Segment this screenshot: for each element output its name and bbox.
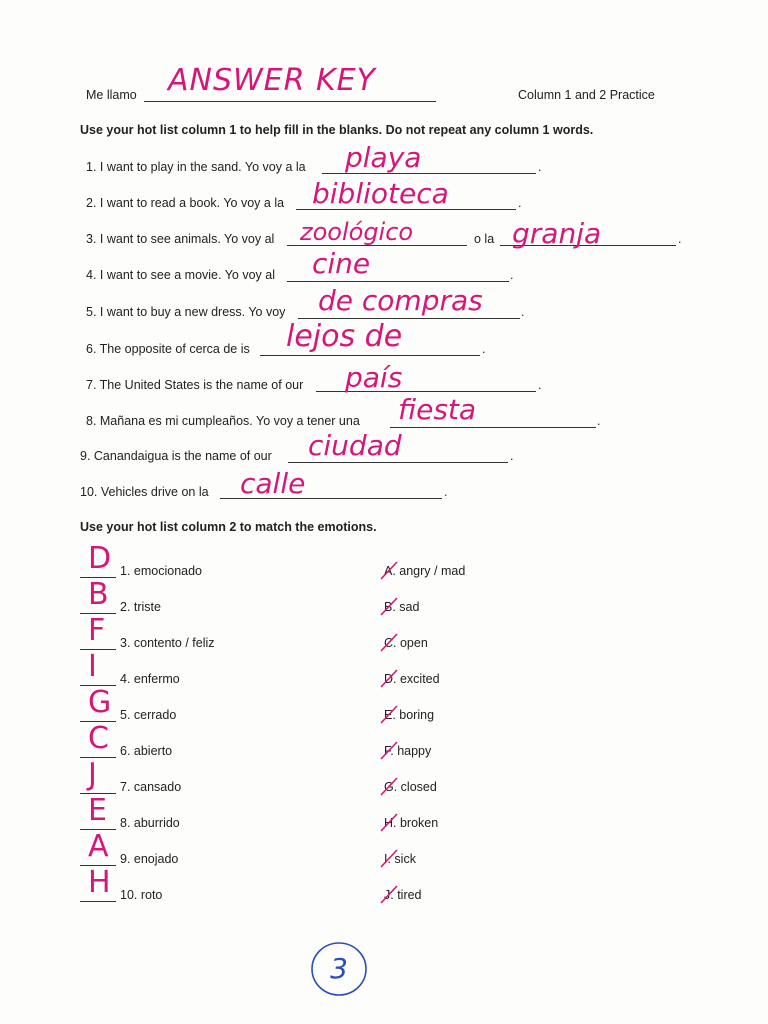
item-2-end: . — [518, 196, 522, 210]
crossed-out-mark-icon — [378, 704, 400, 726]
item-8-end: . — [597, 414, 601, 428]
match-emotion-label: 5. cerrado — [120, 708, 177, 722]
match-answer: J — [88, 757, 97, 792]
match-emotion-label: 9. enojado — [120, 852, 179, 866]
match-answer: H — [88, 865, 111, 900]
match-blank — [80, 757, 116, 758]
item-3-end: . — [678, 232, 682, 246]
match-blank — [80, 649, 116, 650]
item-2-prompt: 2. I want to read a book. Yo voy a la — [86, 196, 285, 210]
section2-instruction: Use your hot list column 2 to match the emotions. — [80, 520, 377, 534]
match-blank — [80, 901, 116, 902]
item-3-middle: o la — [474, 232, 495, 246]
page-title: Column 1 and 2 Practice — [518, 88, 655, 102]
match-option: G. closed — [384, 780, 437, 794]
match-emotion-label: 6. abierto — [120, 744, 173, 758]
match-option: D. excited — [384, 672, 440, 686]
name-answer: ANSWER KEY — [168, 63, 376, 98]
score-value: 3 — [330, 952, 348, 985]
crossed-out-mark-icon — [378, 596, 400, 618]
name-label: Me llamo — [86, 88, 137, 102]
match-answer: C — [88, 721, 109, 756]
item-8-prompt: 8. Mañana es mi cumpleaños. Yo voy a tener una — [86, 414, 360, 428]
item-4-prompt: 4. I want to see a movie. Yo voy al — [86, 268, 276, 282]
item-7-end: . — [538, 378, 542, 392]
match-emotion-label: 10. roto — [120, 888, 163, 902]
match-option: E. boring — [384, 708, 435, 722]
crossed-out-mark-icon — [378, 776, 400, 798]
item-7-prompt: 7. The United States is the name of our — [86, 378, 304, 392]
item-9-answer: ciudad — [308, 429, 402, 462]
crossed-out-mark-icon — [378, 668, 400, 690]
item-4-blank — [287, 281, 509, 282]
section1-instruction: Use your hot list column 1 to help fill in the blanks. Do not repeat any column 1 words. — [80, 123, 594, 137]
item-6-end: . — [482, 342, 486, 356]
item-10-end: . — [444, 485, 448, 499]
score-circle — [310, 940, 368, 998]
item-3-answer-2: granja — [512, 217, 602, 250]
item-1-answer: playa — [345, 141, 422, 174]
item-7-answer: país — [345, 361, 403, 394]
crossed-out-mark-icon — [378, 884, 400, 906]
item-8-answer: fiesta — [398, 393, 477, 426]
crossed-out-mark-icon — [378, 812, 400, 834]
item-3-prompt: 3. I want to see animals. Yo voy al — [86, 232, 275, 246]
item-9-prompt: 9. Canandaigua is the name of our — [80, 449, 272, 463]
match-answer: E — [88, 793, 107, 828]
crossed-out-mark-icon — [378, 848, 400, 870]
match-option: A. angry / mad — [384, 564, 466, 578]
match-emotion-label: 2. triste — [120, 600, 161, 614]
match-emotion-label: 8. aburrido — [120, 816, 180, 830]
match-answer: I — [88, 649, 97, 684]
match-option: F. happy — [384, 744, 432, 758]
item-9-blank — [288, 462, 508, 463]
name-underline — [144, 101, 436, 102]
item-6-answer: lejos de — [286, 319, 403, 354]
item-9-end: . — [510, 449, 514, 463]
item-10-prompt: 10. Vehicles drive on la — [80, 485, 209, 499]
item-1-prompt: 1. I want to play in the sand. Yo voy a la — [86, 160, 306, 174]
match-option: H. broken — [384, 816, 439, 830]
match-answer: G — [88, 685, 112, 720]
match-emotion-label: 4. enfermo — [120, 672, 180, 686]
match-emotion-label: 7. cansado — [120, 780, 182, 794]
item-2-answer: biblioteca — [312, 177, 449, 210]
match-option: B. sad — [384, 600, 420, 614]
crossed-out-mark-icon — [378, 740, 400, 762]
match-option: C. open — [384, 636, 428, 650]
item-8-blank — [390, 427, 596, 428]
item-6-blank — [260, 355, 480, 356]
item-4-end: . — [510, 268, 514, 282]
item-5-prompt: 5. I want to buy a new dress. Yo voy — [86, 305, 286, 319]
match-answer: F — [88, 613, 106, 648]
item-5-answer: de compras — [318, 284, 483, 317]
match-emotion-label: 3. contento / feliz — [120, 636, 215, 650]
match-option: I. sick — [384, 852, 416, 866]
crossed-out-mark-icon — [378, 560, 400, 582]
item-10-answer: calle — [240, 467, 306, 500]
match-answer: A — [88, 829, 109, 864]
item-1-end: . — [538, 160, 542, 174]
match-emotion-label: 1. emocionado — [120, 564, 203, 578]
crossed-out-mark-icon — [378, 632, 400, 654]
item-5-end: . — [521, 305, 525, 319]
item-6-prompt: 6. The opposite of cerca de is — [86, 342, 250, 356]
match-answer: B — [88, 577, 109, 612]
item-4-answer: cine — [312, 247, 371, 280]
match-answer: D — [88, 541, 112, 576]
item-3-answer-1: zoológico — [300, 218, 414, 246]
match-option: J. tired — [384, 888, 422, 902]
